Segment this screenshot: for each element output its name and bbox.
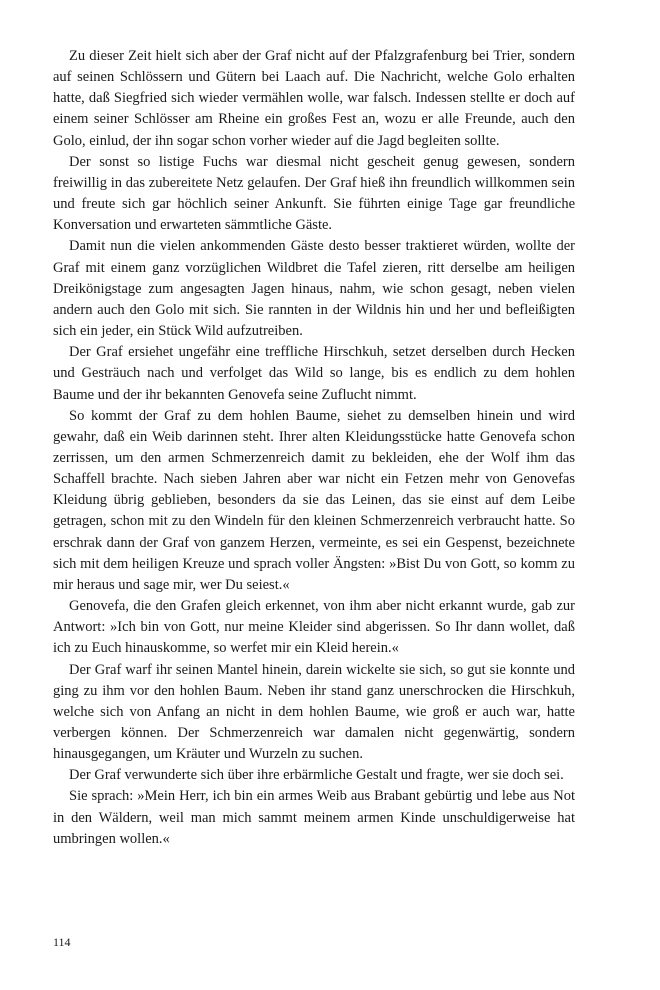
page-body bbox=[53, 46, 575, 850]
paragraph: Der Graf warf ihr seinen Mantel hinein, darein wickelte sie sich, so gut sie konnte und ging zu ihm vor den hohlen Baum. Neben ihr stand ganz unerschrocken die Hirschkuh, welche sich von Anfang an nicht in dem hohlen Baume, wie groß er auch war, hatte verbergen können. Der Schmerzenreich war damalen nicht gegenwärtig, sondern hinausgegangen, um Kräuter und Wurzeln zu suchen. bbox=[53, 661, 575, 763]
paragraph: Damit nun die vielen ankommenden Gäste desto besser traktieret würden, wollte der Graf mit einem ganz vorzüglichen Wildbret die Tafel zieren, ritt derselbe am heiligen Dreikönigstage zum angesagten Jagen hinaus, nahm, wie schon gesagt, neben vielen andern auch den Golo mit sich. Sie rannten in der Wildnis hin und her und befleißigten sich ein jeder, ein Stück Wild aufzutreiben. bbox=[53, 238, 575, 340]
paragraph: Genovefa, die den Grafen gleich erkennet, von ihm aber nicht erkannt wurde, gab zur Antwort: »Ich bin von Gott, nur meine Kleider sind abgerissen. So Ihr dann wollet, daß ich zu Euch hinauskomme, so werfet mir ein Kleid herein.« bbox=[53, 598, 575, 657]
paragraph: Der Graf verwunderte sich über ihre erbärmliche Gestalt und fragte, wer sie doch sei. bbox=[69, 767, 564, 784]
page-number: 114 bbox=[53, 935, 71, 949]
paragraph: Sie sprach: »Mein Herr, ich bin ein armes Weib aus Brabant gebürtig und lebe aus Not in den Wäldern, weil man mich sammt meinem armen Kinde unschuldigerweise hat umbringen wollen.« bbox=[53, 788, 575, 847]
paragraph: So kommt der Graf zu dem hohlen Baume, siehet zu demselben hinein und wird gewahr, daß ein Weib darinnen steht. Ihrer alten Kleidungsstücke hatte Genovefa schon zerrissen, um den armen Schmerzenreich damit zu bekleiden, ehe der Wolf ihm das Schaffell brachte. Nach sieben Jahren aber war nicht ein Fetzen mehr von Genovefas Kleidung übrig geblieben, besonders da sie das Leinen, das sie einst auf dem Leibe getragen, schon mit zu den Windeln für den kleinen Schmerzenreich verbraucht hatte. So erschrak dann der Graf von ganzem Herzen, vermeinte, es sei ein Gespenst, bezeichnete sich mit dem heiligen Kreuze und sprach voller Ängsten: »Bist Du von Gott, so komm zu mir heraus und sage mir, wer Du seiest.« bbox=[53, 407, 575, 593]
paragraph: Der Graf ersiehet ungefähr eine treffliche Hirschkuh, setzet derselben durch Hecken und Gesträuch nach und verfolget das Wild so lange, bis es endlich zu dem hohlen Baume und der ihr bekannten Genovefa seine Zuflucht nimmt. bbox=[53, 344, 575, 403]
paragraph: Der sonst so listige Fuchs war diesmal nicht gescheit genug gewesen, sondern freiwillig in das zubereitete Netz gelaufen. Der Graf hieß ihn freundlich willkommen sein und freute sich gar höchlich seiner Ankunft. Sie führten einige Tage gar freundliche Konversation und erwarteten sämmtliche Gäste. bbox=[53, 153, 575, 234]
paragraph: Zu dieser Zeit hielt sich aber der Graf nicht auf der Pfalzgrafenburg bei Trier, sondern auf seinen Schlössern und Gütern bei Laach auf. Die Nachricht, welche Golo erhalten hatte, daß Siegfried sich wieder vermählen wolle, war falsch. Indessen stellte er doch auf einem seiner Schlösser am Rheine ein großes Fest an, wozu er alle Freunde, auch den Golo, einlud, der ihn sogar schon vorher wieder auf die Jagd begleiten sollte. bbox=[53, 48, 575, 149]
